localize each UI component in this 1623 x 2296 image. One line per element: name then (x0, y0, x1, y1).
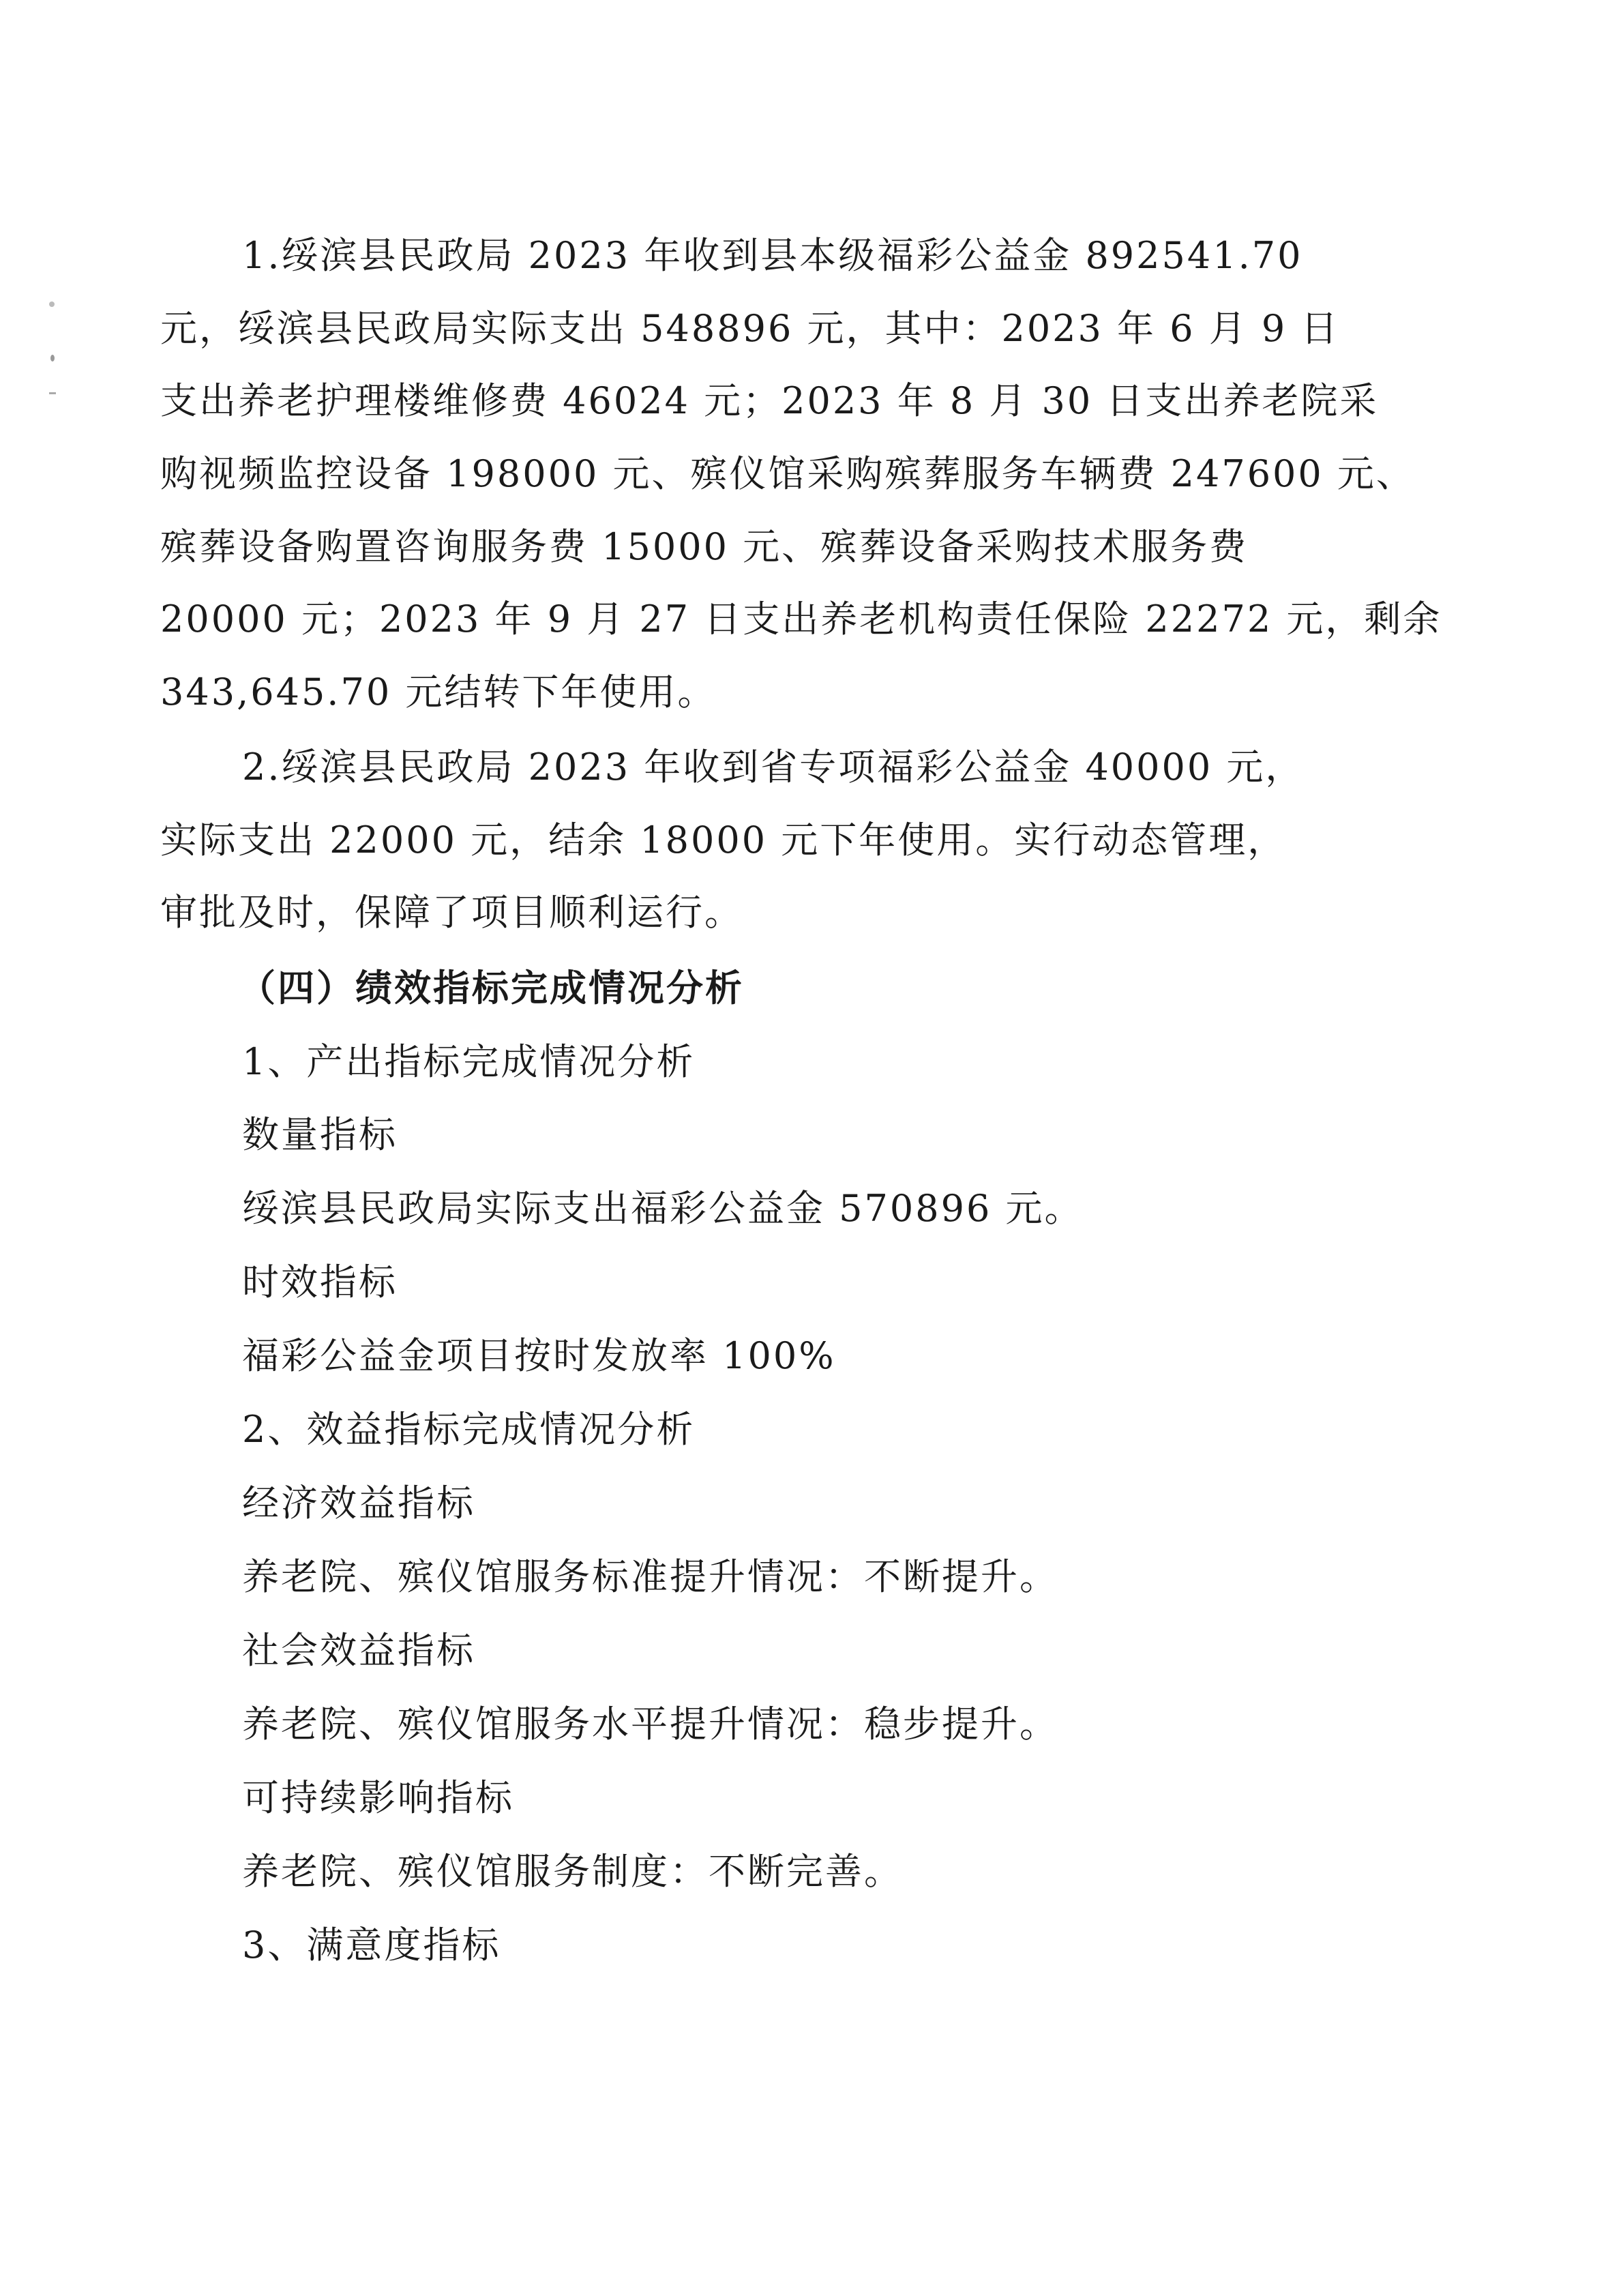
indicator-value-social: 养老院、殡仪馆服务水平提升情况：稳步提升。 (242, 1703, 1058, 1746)
paragraph-2-line-3: 审批及时，保障了项目顺利运行。 (160, 891, 743, 934)
indicator-value-sustainable: 养老院、殡仪馆服务制度：不断完善。 (242, 1850, 903, 1893)
scan-mark (49, 392, 56, 394)
paragraph-1-line-5: 殡葬设备购置咨询服务费 15000 元、殡葬设备采购技术服务费 (160, 525, 1249, 568)
subsection-heading-benefit: 2、效益指标完成情况分析 (242, 1408, 696, 1451)
subsection-heading-satisfaction: 3、满意度指标 (242, 1924, 501, 1967)
paragraph-1-line-1: 1.绥滨县民政局 2023 年收到县本级福彩公益金 892541.70 (242, 234, 1303, 277)
paragraph-2-line-1: 2.绥滨县民政局 2023 年收到省专项福彩公益金 40000 元， (242, 746, 1305, 789)
paragraph-1-line-6: 20000 元；2023 年 9 月 27 日支出养老机构责任保险 22272 元，剩余 (160, 598, 1442, 641)
indicator-value-economic: 养老院、殡仪馆服务标准提升情况：不断提升。 (242, 1555, 1058, 1598)
scan-mark (49, 301, 55, 307)
indicator-value-timeliness: 福彩公益金项目按时发放率 100% (242, 1334, 836, 1377)
paragraph-2-line-2: 实际支出 22000 元，结余 18000 元下年使用。实行动态管理， (160, 819, 1287, 862)
indicator-label-sustainable: 可持续影响指标 (242, 1776, 514, 1819)
paragraph-1-line-3: 支出养老护理楼维修费 46024 元；2023 年 8 月 30 日支出养老院采 (160, 379, 1379, 422)
indicator-label-social: 社会效益指标 (242, 1629, 475, 1672)
paragraph-1-line-2: 元，绥滨县民政局实际支出 548896 元，其中：2023 年 6 月 9 日 (160, 307, 1340, 350)
scan-mark (50, 355, 55, 362)
indicator-label-quantity: 数量指标 (242, 1113, 398, 1156)
indicator-label-timeliness: 时效指标 (242, 1261, 398, 1304)
section-heading: （四）绩效指标完成情况分析 (239, 966, 744, 1010)
indicator-value-quantity: 绥滨县民政局实际支出福彩公益金 570896 元。 (242, 1187, 1084, 1230)
indicator-label-economic: 经济效益指标 (242, 1482, 475, 1525)
paragraph-1-line-4: 购视频监控设备 198000 元、殡仪馆采购殡葬服务车辆费 247600 元、 (160, 452, 1415, 495)
subsection-heading-output: 1、产出指标完成情况分析 (242, 1040, 696, 1083)
paragraph-1-line-7: 343,645.70 元结转下年使用。 (160, 671, 717, 713)
